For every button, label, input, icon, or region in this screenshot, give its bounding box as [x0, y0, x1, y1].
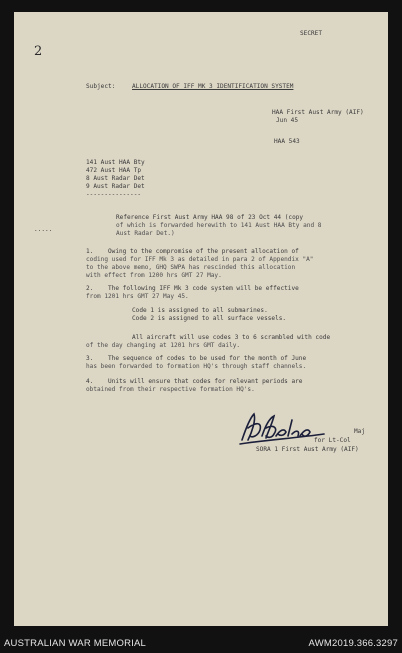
- subject-label: Subject:: [86, 83, 116, 90]
- for-line: for Lt-Col: [314, 437, 351, 444]
- code-line: Code 2 is assigned to all surface vessels.: [132, 315, 287, 322]
- text-line: 1. Owing to the compromise of the present allocation of: [86, 248, 299, 255]
- date-line: Jun 45: [276, 117, 299, 124]
- signatory-title: SORA 1 First Aust Army (AIF): [256, 446, 359, 453]
- text-line: 2. The following IFF Mk 3 code system will be effective: [86, 285, 299, 292]
- handwritten-signature: [236, 410, 326, 448]
- signature-block: [236, 410, 382, 474]
- addressee: 141 Aust HAA Bty: [86, 159, 145, 166]
- addressee: 472 Aust HAA Tp: [86, 167, 142, 174]
- text-line: 3. The sequence of codes to be used for the month of June: [86, 355, 307, 362]
- security-marking: SECRET: [300, 30, 323, 37]
- text-line: coding used for IFF Mk 3 as detailed in para 2 of Appendix "A": [86, 256, 314, 263]
- text-line: to the above memo, GHQ SWPA has rescinded this allocation: [86, 264, 296, 271]
- headquarters-line: HAA First Aust Army (AIF): [272, 109, 364, 116]
- text-line: of the day changing at 1201 hrs GMT daily.: [86, 342, 241, 349]
- reference-number: HAA 543: [274, 138, 300, 145]
- text-line: 4. Units will ensure that codes for relevant periods are: [86, 378, 303, 385]
- document-page: [14, 12, 388, 626]
- text-line: All aircraft will use codes 3 to 6 scrambled with code: [132, 334, 331, 341]
- addressee: 9 Aust Radar Det: [86, 183, 145, 190]
- text-line: from 1201 hrs GMT 27 May 45.: [86, 293, 189, 300]
- text-line: Aust Radar Det.): [116, 230, 175, 237]
- addressee: 8 Aust Radar Det: [86, 175, 145, 182]
- text-line: has been forwarded to formation HQ's through staff channels.: [86, 363, 307, 370]
- text-line: of which is forwarded herewith to 141 Aust HAA Bty and 8: [116, 222, 322, 229]
- text-line: Reference First Aust Army HAA 98 of 23 Oct 44 (copy: [116, 214, 304, 221]
- footer-catalogue-number: AWM2019.366.3297: [308, 638, 398, 649]
- code-line: Code 1 is assigned to all submarines.: [132, 307, 268, 314]
- footer-institution: AUSTRALIAN WAR MEMORIAL: [4, 638, 147, 649]
- subject-title: ALLOCATION OF IFF MK 3 IDENTIFICATION SYSTEM: [132, 83, 294, 90]
- text-line: with effect from 1200 hrs GMT 27 May.: [86, 272, 222, 279]
- handwritten-page-number: 2: [34, 44, 43, 59]
- rank-line: Maj: [354, 428, 366, 435]
- text-line: obtained from their respective formation HQ's.: [86, 386, 255, 393]
- margin-dots: .....: [34, 226, 53, 233]
- separator-line: ---------------: [86, 191, 142, 198]
